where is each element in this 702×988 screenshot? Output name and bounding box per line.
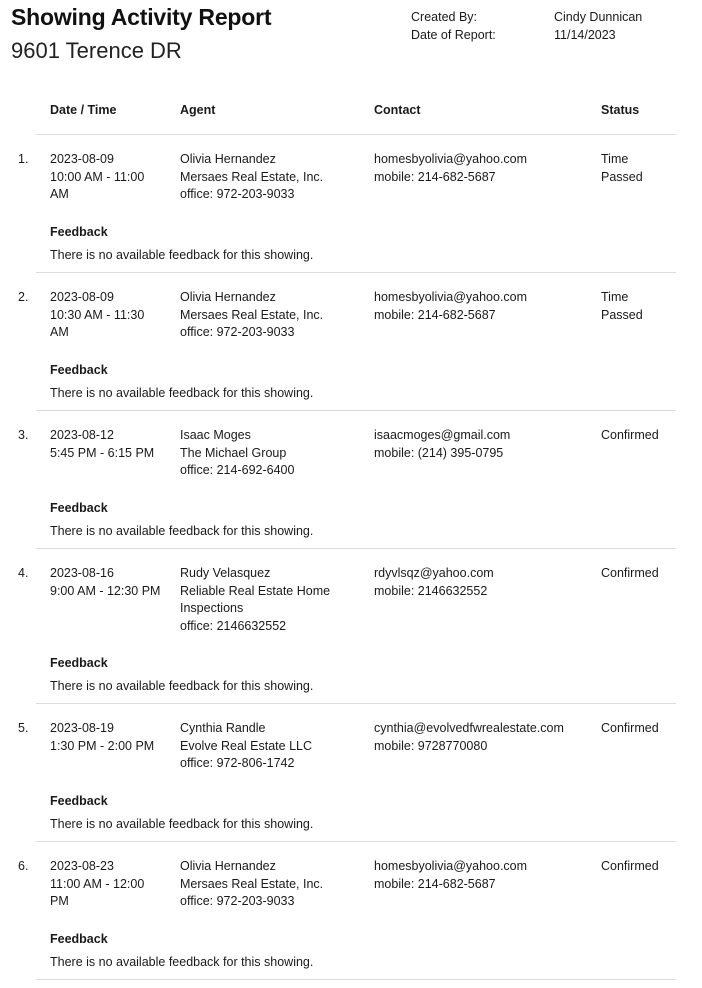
report-date-value: 11/14/2023 [554,28,616,42]
agent-name: Isaac Moges [180,428,251,442]
showing-time: 11:00 AM - 12:00 PM [50,876,145,908]
agent-cell [180,289,360,342]
agent-office-phone: office: 214-692-6400 [180,463,295,477]
agent-name: Rudy Velasquez [180,566,271,580]
agent-cell [180,151,360,204]
contact-email: rdyvlsqz@yahoo.com [374,566,494,580]
agent-cell [180,720,360,773]
feedback-text: There is no available feedback for this showing. [50,248,314,262]
column-header-agent: Agent [180,103,216,117]
row-number: 3. [18,428,29,442]
agent-office-phone: office: 972-203-9033 [180,894,295,908]
feedback-text: There is no available feedback for this showing. [50,955,314,969]
agent-company: Mersaes Real Estate, Inc. [180,876,324,891]
contact-email: homesbyolivia@yahoo.com [374,152,528,166]
agent-cell [180,427,360,480]
feedback-label: Feedback [50,794,108,808]
feedback-text: There is no available feedback for this showing. [50,679,314,693]
table-row [0,842,702,980]
row-divider [36,979,676,980]
showing-date: 2023-08-09 [50,290,114,304]
agent-office-phone: office: 972-203-9033 [180,187,295,201]
agent-company: Evolve Real Estate LLC [180,738,313,753]
status-text: Confirmed [601,428,659,442]
showings-list [0,135,702,980]
date-time-cell [50,427,165,462]
column-header-date-time: Date / Time [50,103,117,117]
status-text: Time Passed [601,290,643,322]
contact-mobile: mobile: 2146632552 [374,583,488,598]
contact-mobile: mobile: 214-682-5687 [374,169,496,184]
showing-time: 9:00 AM - 12:30 PM [50,583,161,598]
table-row [0,549,702,704]
agent-name: Cynthia Randle [180,721,266,735]
table-row [0,135,702,273]
report-title: Showing Activity Report [11,4,272,30]
row-number: 5. [18,721,29,735]
feedback-text: There is no available feedback for this showing. [50,817,314,831]
table-row [0,273,702,411]
feedback-label: Feedback [50,363,108,377]
date-time-cell [50,720,165,755]
showing-date: 2023-08-12 [50,428,114,442]
contact-mobile: mobile: (214) 395-0795 [374,445,504,460]
showing-time: 10:00 AM - 11:00 AM [50,169,145,201]
contact-email: cynthia@evolvedfwrealestate.com [374,721,564,735]
agent-name: Olivia Hernandez [180,152,276,166]
status-text: Time Passed [601,152,643,184]
agent-company: Mersaes Real Estate, Inc. [180,169,324,184]
property-address: 9601 Terence DR [11,38,182,63]
feedback-label: Feedback [50,932,108,946]
status-text: Confirmed [601,859,659,873]
contact-cell [374,565,589,600]
feedback-label: Feedback [50,656,108,670]
contact-mobile: mobile: 214-682-5687 [374,307,496,322]
date-time-cell [50,858,165,911]
column-header-contact: Contact [374,103,421,117]
table-header [36,92,676,135]
agent-company: The Michael Group [180,445,287,460]
contact-cell [374,858,589,893]
feedback-text: There is no available feedback for this showing. [50,386,314,400]
table-row [0,704,702,842]
table-row [0,411,702,549]
agent-office-phone: office: 2146632552 [180,618,287,633]
date-time-cell [50,565,165,600]
showing-date: 2023-08-23 [50,859,114,873]
column-header-status: Status [601,103,640,117]
contact-cell [374,151,589,186]
contact-cell [374,720,589,755]
row-number: 2. [18,290,29,304]
created-by-label: Created By: [411,10,478,24]
showing-time: 10:30 AM - 11:30 AM [50,307,145,339]
created-by-value: Cindy Dunnican [554,10,643,24]
contact-cell [374,289,589,324]
showings-table [0,92,702,980]
contact-mobile: mobile: 214-682-5687 [374,876,496,891]
report-date-label: Date of Report: [411,28,496,42]
showing-date: 2023-08-09 [50,152,114,166]
contact-mobile: mobile: 9728770080 [374,738,488,753]
showing-date: 2023-08-19 [50,721,114,735]
agent-company: Mersaes Real Estate, Inc. [180,307,324,322]
contact-email: homesbyolivia@yahoo.com [374,859,528,873]
row-number: 6. [18,859,29,873]
agent-name: Olivia Hernandez [180,290,276,304]
row-number: 1. [18,152,29,166]
showing-date: 2023-08-16 [50,566,114,580]
status-text: Confirmed [601,721,659,735]
agent-office-phone: office: 972-806-1742 [180,756,295,770]
agent-office-phone: office: 972-203-9033 [180,325,295,339]
feedback-label: Feedback [50,501,108,515]
showing-time: 5:45 PM - 6:15 PM [50,445,155,460]
date-time-cell [50,151,165,204]
showing-time: 1:30 PM - 2:00 PM [50,738,155,753]
contact-email: homesbyolivia@yahoo.com [374,290,528,304]
contact-email: isaacmoges@gmail.com [374,428,511,442]
date-time-cell [50,289,165,342]
contact-cell [374,427,589,462]
agent-cell [180,858,360,911]
feedback-label: Feedback [50,225,108,239]
agent-name: Olivia Hernandez [180,859,276,873]
agent-company: Reliable Real Estate Home Inspections [180,583,331,615]
agent-cell [180,565,360,635]
feedback-text: There is no available feedback for this showing. [50,524,314,538]
row-number: 4. [18,566,29,580]
status-text: Confirmed [601,566,659,580]
